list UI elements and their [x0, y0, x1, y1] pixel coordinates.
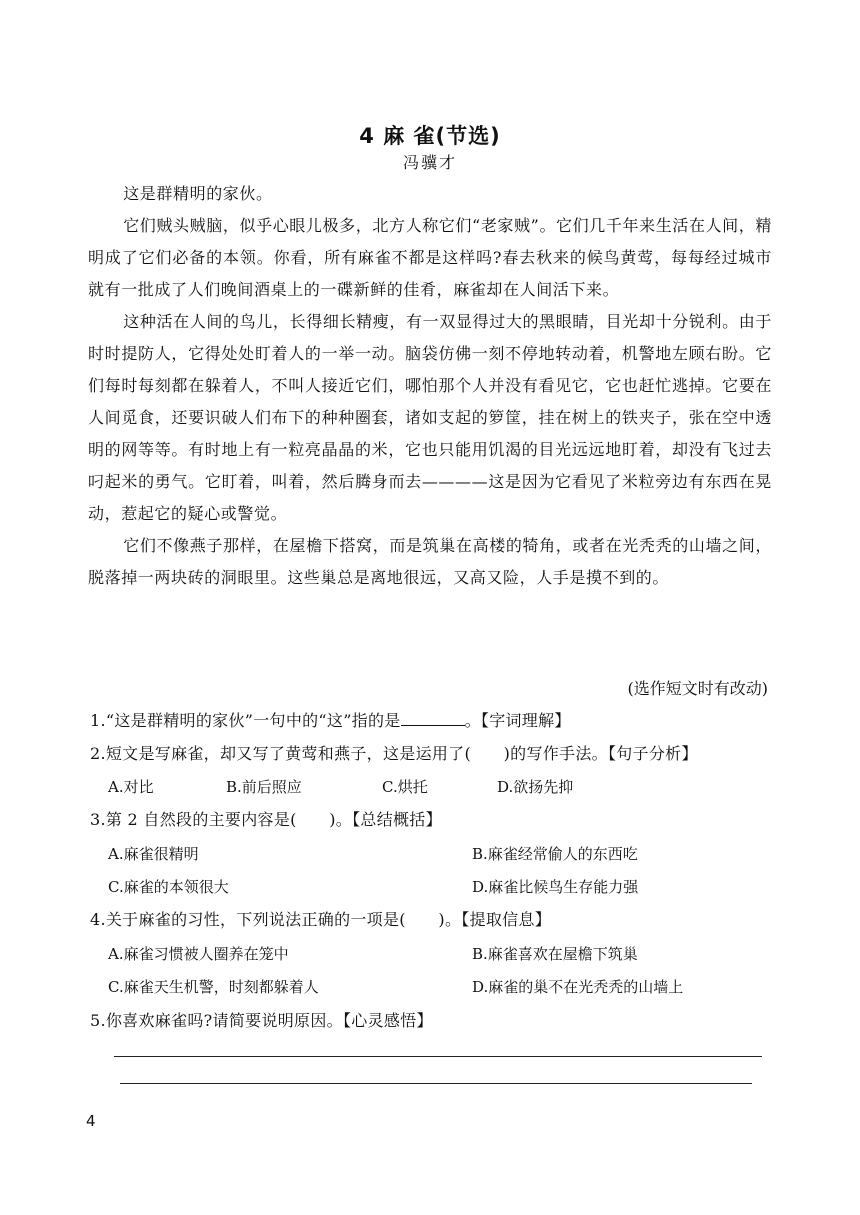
- q4-option-c[interactable]: C.麻雀天生机警，时刻都躲着人: [108, 978, 319, 996]
- q2-option-d[interactable]: D.欲扬先抑: [497, 778, 574, 796]
- question-3-stem: 3.第 2 自然段的主要内容是( )。【总结概括】: [90, 810, 442, 829]
- question-1: [90, 710, 571, 732]
- q3-option-c[interactable]: C.麻雀的本领很大: [108, 878, 229, 896]
- q4-option-d[interactable]: D.麻雀的巢不在光秃秃的山墙上: [472, 978, 684, 996]
- q3-option-b[interactable]: B.麻雀经常偷人的东西吃: [472, 845, 638, 863]
- question-1-tag: 。【字词理解】: [464, 711, 571, 730]
- q3-option-a[interactable]: A.麻雀很精明: [108, 845, 199, 863]
- answer-line-1[interactable]: [114, 1056, 762, 1057]
- paragraph-3: 这种活在人间的鸟儿，长得细长精瘦，有一双显得过大的黑眼睛，目光却十分锐利。由于时时提防人，它得处处盯着人的一举一动。脑袋仿佛一刻不停地转动着，机警地左顾右盼。它们每时每刻都在躲着人，不叫人接近它们，哪怕那个人并没有看见它，它也赶忙逃掉。它要在人间觅食，还要识破人们布下的种种圈套，诸如支起的箩筐，挂在树上的铁夹子，张在空中透明的网等等。有时地上有一粒亮晶晶的米，它也只能用饥渴的目光远远地盯着，却没有飞过去叼起米的勇气。它盯着，叫着，然后腾身而去————这是因为它看见了米粒旁边有东西在晃动，惹起它的疑心或警觉。: [88, 312, 772, 523]
- question-5-stem: 5.你喜欢麻雀吗?请简要说明原因。【心灵感悟】: [90, 1011, 433, 1030]
- passage-title: 4 麻 雀(节选): [359, 124, 501, 148]
- question-2-stem: 2.短文是写麻雀，却又写了黄莺和燕子，这是运用了( )的写作手法。【句子分析】: [90, 744, 698, 763]
- answer-blank[interactable]: [401, 711, 465, 726]
- question-1-text: 1.“这是群精明的家伙”一句中的“这”指的是: [90, 711, 401, 730]
- paragraph-1: 这是群精明的家伙。: [123, 184, 273, 203]
- q4-option-b[interactable]: B.麻雀喜欢在屋檐下筑巢: [472, 945, 638, 963]
- q3-option-d[interactable]: D.麻雀比候鸟生存能力强: [472, 878, 639, 896]
- passage-author: 冯骥才: [402, 153, 457, 172]
- answer-line-2[interactable]: [120, 1083, 752, 1084]
- q2-option-b[interactable]: B.前后照应: [226, 778, 302, 796]
- passage-body: [88, 178, 772, 594]
- q2-option-a[interactable]: A.对比: [108, 778, 154, 796]
- paragraph-2: 它们贼头贼脑，似乎心眼儿极多，北方人称它们“老家贼”。它们几千年来生活在人间，精明成了它们必备的本领。你看，所有麻雀不都是这样吗?春去秋来的候鸟黄莺，每每经过城市就有一批成了人们晚间酒桌上的一碟新鲜的佳肴，麻雀却在人间活下来。: [88, 216, 772, 299]
- paragraph-4: 它们不像燕子那样，在屋檐下搭窝，而是筑巢在高楼的犄角，或者在光秃秃的山墙之间，脱落掉一两块砖的洞眼里。这些巢总是离地很远，又高又险，人手是摸不到的。: [88, 536, 772, 587]
- page-number: 4: [86, 1112, 96, 1130]
- q2-option-c[interactable]: C.烘托: [382, 778, 428, 796]
- question-4-stem: 4.关于麻雀的习性，下列说法正确的一项是( )。【提取信息】: [90, 910, 552, 929]
- source-note: (选作短文时有改动): [627, 679, 768, 698]
- q4-option-a[interactable]: A.麻雀习惯被人圈养在笼中: [108, 945, 289, 963]
